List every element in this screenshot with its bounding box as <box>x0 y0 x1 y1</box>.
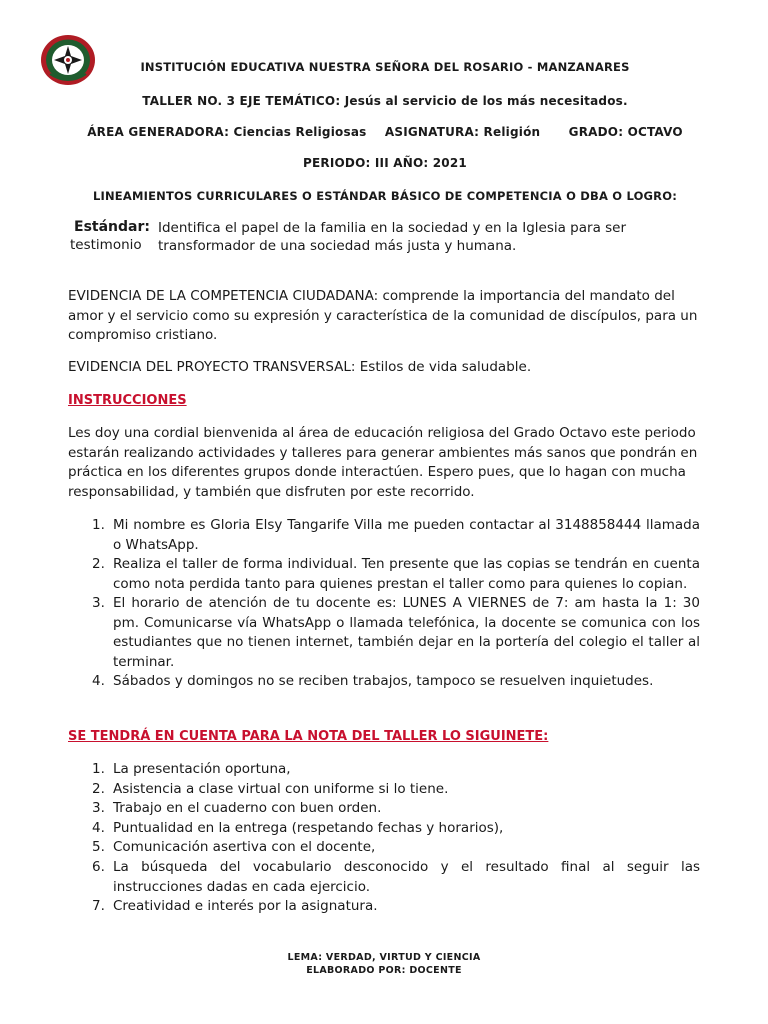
periodo-label: PERIODO: III AÑO: 2021 <box>303 156 467 170</box>
list-item-number: 4. <box>92 819 105 836</box>
list-item <box>68 799 700 819</box>
list-item-text: La búsqueda del vocabulario desconocido y el resultado final al seguir las instrucciones dadas en cada ejercicio. <box>113 858 700 895</box>
list-item <box>68 838 700 858</box>
list-item-number: 2. <box>92 780 105 797</box>
list-item-text: Sábados y domingos no se reciben trabajos, tampoco se resuelven inquietudes. <box>113 673 654 689</box>
list-item-number: 3. <box>92 595 105 611</box>
list-item <box>68 780 700 800</box>
estandar-text-line1: Identifica el papel de la familia en la sociedad y en la Iglesia para ser <box>158 220 627 236</box>
list-item <box>68 594 700 672</box>
list-item-number: 2. <box>92 556 105 572</box>
asignatura-label: ASIGNATURA: Religión <box>384 125 541 139</box>
footer-elaborado: ELABORADO POR: DOCENTE <box>306 965 462 976</box>
estandar-text-line2: transformador de una sociedad más justa y humana. <box>158 238 517 254</box>
list-item-number: 3. <box>92 800 105 817</box>
list-item-text: Creatividad e interés por la asignatura. <box>113 898 378 915</box>
list-item-number: 5. <box>92 839 105 856</box>
instrucciones-heading: INSTRUCCIONES <box>68 393 187 408</box>
list-item-number: 1. <box>92 761 105 777</box>
area-row <box>40 125 730 139</box>
instrucciones-list <box>68 516 700 692</box>
list-item <box>68 819 700 839</box>
list-item <box>68 672 700 692</box>
list-item-text: Realiza el taller de forma individual. Ten presente que las copias se tendrán en cuenta como nota perdida tanto para quienes prestan el taller como para quienes lo copian. <box>113 556 700 592</box>
grado-label: GRADO: OCTAVO <box>568 125 683 139</box>
list-item-text: La presentación oportuna, <box>113 761 291 777</box>
institution-title: INSTITUCIÓN EDUCATIVA NUESTRA SEÑORA DEL ROSARIO - MANZANARES <box>140 60 630 74</box>
nota-list <box>68 760 700 917</box>
evidencia-ciudadana: EVIDENCIA DE LA COMPETENCIA CIUDADANA: comprende la importancia del mandato del amor y el servicio como su expresión y característica de la comunidad de discípulos, para un compromiso cristiano. <box>68 288 698 343</box>
list-item <box>68 516 700 555</box>
footer-lema: LEMA: VERDAD, VIRTUD Y CIENCIA <box>287 952 481 963</box>
list-item-number: 1. <box>92 517 105 533</box>
list-item <box>68 897 700 917</box>
instrucciones-intro: Les doy una cordial bienvenida al área de educación religiosa del Grado Octavo este periodo estarán realizando actividades y talleres para generar ambientes más sanos que pondrán en práctica en los diferentes grupos donde interactúen. Espero pues, que lo hagan con mucha responsabilidad, y también que disfruten por este recorrido. <box>68 425 698 500</box>
list-item <box>68 555 700 594</box>
list-item-text: Asistencia a clase virtual con uniforme si lo tiene. <box>113 780 449 797</box>
nota-heading: SE TENDRÁ EN CUENTA PARA LA NOTA DEL TALLER LO SIGUINETE: <box>68 729 549 744</box>
list-item-text: Comunicación asertiva con el docente, <box>113 839 376 856</box>
list-item-text: Puntualidad en la entrega (respetando fechas y horarios), <box>113 819 504 836</box>
lineamientos-heading: LINEAMIENTOS CURRICULARES O ESTÁNDAR BÁSICO DE COMPETENCIA O DBA O LOGRO: <box>92 189 678 203</box>
evidencia-transversal: EVIDENCIA DEL PROYECTO TRANSVERSAL: Estilos de vida saludable. <box>68 359 532 375</box>
list-item-text: Mi nombre es Gloria Elsy Tangarife Villa me pueden contactar al 3148858444 llamada o WhatsApp. <box>113 517 700 553</box>
area-label: ÁREA GENERADORA: Ciencias Religiosas <box>87 125 367 139</box>
list-item-text: Trabajo en el cuaderno con buen orden. <box>113 800 382 817</box>
list-item-number: 4. <box>92 673 105 689</box>
estandar-label-continued: testimonio <box>70 237 142 253</box>
list-item-number: 7. <box>92 898 105 915</box>
estandar-label: Estándar: <box>74 219 150 235</box>
list-item-text: El horario de atención de tu docente es: LUNES A VIERNES de 7: am hasta la 1: 30 pm. Comunicarse vía WhatsApp o llamada telefónica, la docente se comunica con los estudiantes que no tienen internet, también dejar en la portería del colegio el taller al terminar. <box>113 595 700 670</box>
taller-title: TALLER NO. 3 EJE TEMÁTICO: Jesús al servicio de los más necesitados. <box>142 94 628 108</box>
list-item-number: 6. <box>92 858 105 875</box>
list-item <box>68 858 700 897</box>
estandar-text <box>158 219 698 255</box>
list-item <box>68 760 700 780</box>
